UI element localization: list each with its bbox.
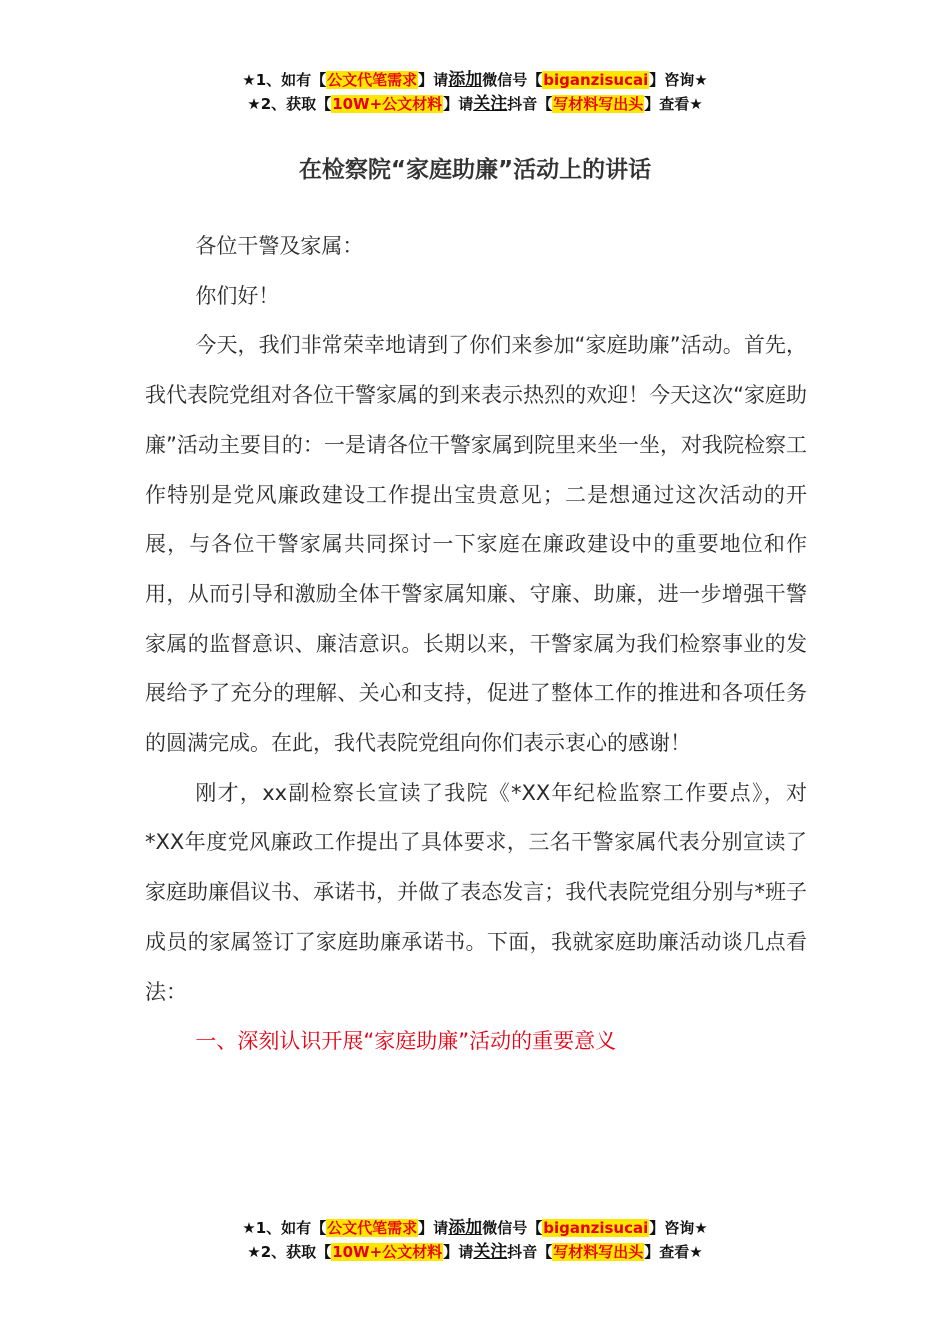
promo-banner-bottom — [0, 1216, 950, 1264]
promo-wechat-id: biganzisucai — [543, 71, 649, 89]
promo-douyin-id: 写材料写出头 — [553, 95, 644, 113]
promo-highlight: 10W+公文材料 — [332, 1243, 443, 1261]
greeting: 你们好！ — [195, 283, 280, 308]
salutation: 各位干警及家属： — [195, 234, 364, 258]
promo-line-2: ★2、获取【10W+公文材料】请关注抖音【写材料写出头】查看★ — [247, 1242, 703, 1262]
section-heading: 一、深刻认识开展“家庭助廉”活动的重要意义 — [195, 1029, 617, 1054]
paragraph: 刚才，xx副检察长宣读了我院《*XX年纪检监察工作要点》，对*XX年度党风廉政工作提出了具体要求，三名干警家属代表分别宣读了家庭助廉倡议书、承诺书，并做了表态发言；我代表院党组分别与*班子成员的家属签订了家庭助廉承诺书。下面，我就家庭助廉活动谈几点看法： — [145, 780, 807, 1004]
promo-highlight: 公文代笔需求 — [327, 1219, 418, 1237]
promo-highlight: 10W+公文材料 — [332, 95, 443, 113]
promo-wechat-id: biganzisucai — [543, 1219, 649, 1237]
paragraph: 今天，我们非常荣幸地请到了你们来参加“家庭助廉”活动。首先，我代表院党组对各位干警家属的到来表示热烈的欢迎！今天这次“家庭助廉”活动主要目的：一是请各位干警家属到院里来坐一坐，对我院检察工作特别是党风廉政建设工作提出宝贵意见；二是想通过这次活动的开展，与各位干警家属共同探讨一下家庭在廉政建设中的重要地位和作用，从而引导和激励全体干警家属知廉、守廉、助廉，进一步增强干警家属的监督意识、廉洁意识。长期以来，干警家属为我们检察事业的发展给予了充分的理解、关心和支持，促进了整体工作的推进和各项任务的圆满完成。在此，我代表院党组向你们表示衷心的感谢！ — [145, 333, 807, 756]
promo-douyin-id: 写材料写出头 — [553, 1243, 644, 1261]
promo-highlight: 公文代笔需求 — [327, 71, 418, 89]
document-body — [145, 222, 807, 1067]
promo-line-1: ★1、如有【公文代笔需求】请添加微信号【biganzisucai】咨询★ — [242, 70, 708, 90]
promo-banner-top — [0, 68, 950, 116]
promo-line-2: ★2、获取【10W+公文材料】请关注抖音【写材料写出头】查看★ — [247, 94, 703, 114]
promo-line-1: ★1、如有【公文代笔需求】请添加微信号【biganzisucai】咨询★ — [242, 1218, 708, 1238]
document-title: 在检察院“家庭助廉”活动上的讲话 — [298, 157, 652, 183]
